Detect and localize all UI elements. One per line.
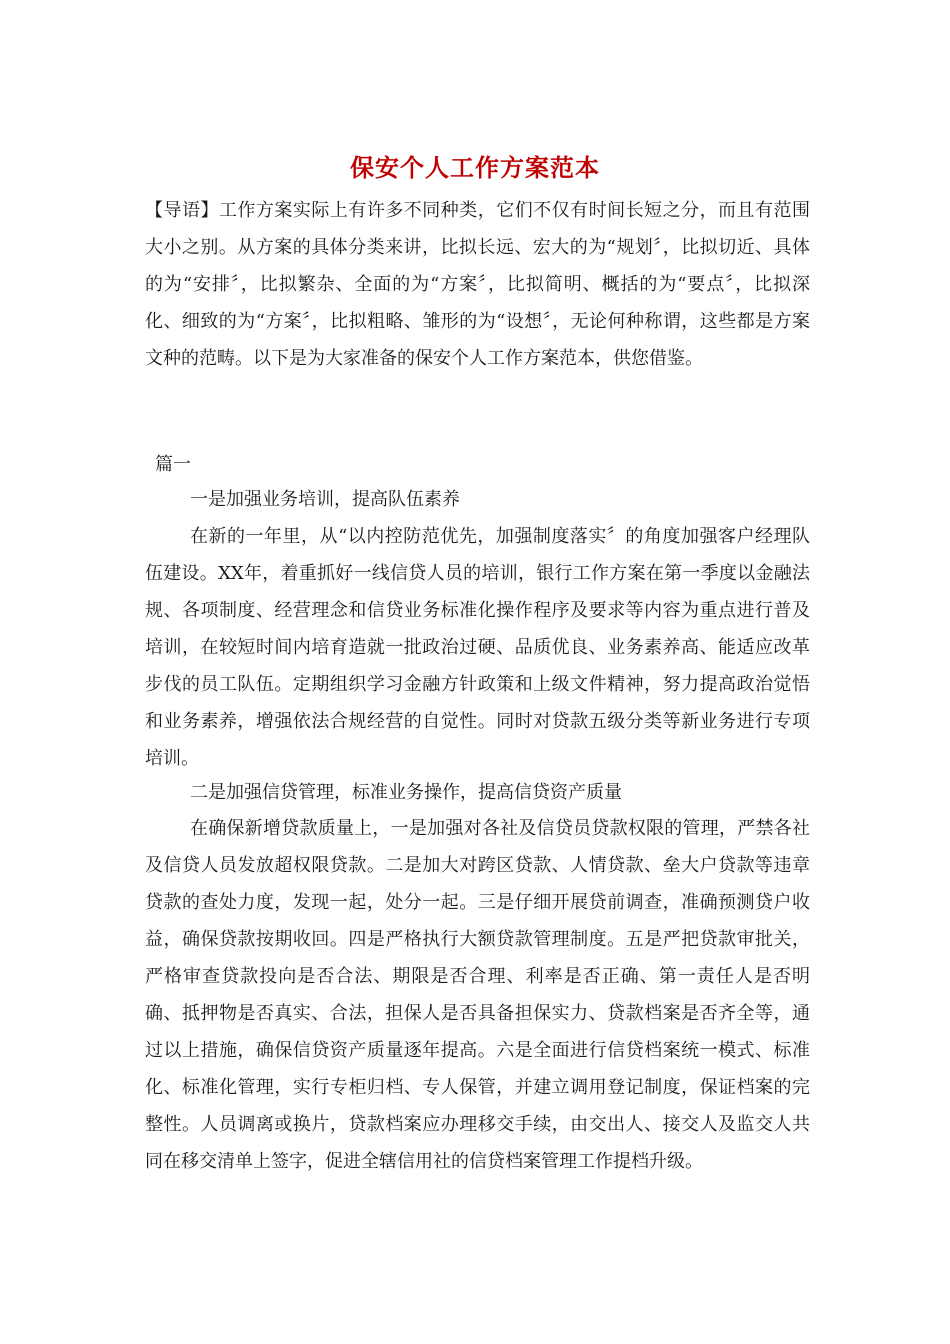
- intro-paragraph: 【导语】工作方案实际上有许多不同种类，它们不仅有时间长短之分，而且有范围大小之别。从方案的具体分类来讲，比拟长远、宏大的为“规划〞，比拟切近、具体的为“安排〞，比拟繁杂、全面的为“方案〞，比拟简明、概括的为“要点〞，比拟深化、细致的为“方案〞，比拟粗略、雏形的为“设想〞，无论何种称谓，这些都是方案文种的范畴。以下是为大家准备的保安个人工作方案范本，供您借鉴。: [145, 200, 810, 369]
- section-label: 篇一: [155, 454, 191, 475]
- document-title: 保安个人工作方案范本: [350, 153, 600, 182]
- body-paragraph-2: 在确保新增贷款质量上，一是加强对各社及信贷员贷款权限的管理，严禁各社及信贷人员发放超权限贷款。二是加大对跨区贷款、人情贷款、垒大户贷款等违章贷款的查处力度，发现一起，处分一起。三是仔细开展贷前调查，准确预测贷户收益，确保贷款按期收回。四是严格执行大额贷款管理制度。五是严把贷款审批关，严格审查贷款投向是否合法、期限是否合理、利率是否正确、第一责任人是否明确、抵押物是否真实、合法，担保人是否具备担保实力、贷款档案是否齐全等，通过以上措施，确保信贷资产质量逐年提高。六是全面进行信贷档案统一模式、标准化、标准化管理，实行专柜归档、专人保管，并建立调用登记制度，保证档案的完整性。人员调离或换片，贷款档案应办理移交手续，由交出人、接交人及监交人共同在移交清单上签字，促进全辖信用社的信贷档案管理工作提档升级。: [145, 818, 810, 1172]
- section-heading-2: 二是加强信贷管理，标准业务操作，提高信贷资产质量: [190, 782, 622, 803]
- body-paragraph-1: 在新的一年里，从“以内控防范优先，加强制度落实〞的角度加强客户经理队伍建设。XX年，着重抓好一线信贷人员的培训，银行工作方案在第一季度以金融法规、各项制度、经营理念和信贷业务标准化操作程序及要求等内容为重点进行普及培训，在较短时间内培育造就一批政治过硬、品质优良、业务素养高、能适应改革步伐的员工队伍。定期组织学习金融方针政策和上级文件精神，努力提高政治觉悟和业务素养，增强依法合规经营的自觉性。同时对贷款五级分类等新业务进行专项培训。: [145, 526, 810, 769]
- section-heading-1: 一是加强业务培训，提高队伍素养: [190, 489, 460, 510]
